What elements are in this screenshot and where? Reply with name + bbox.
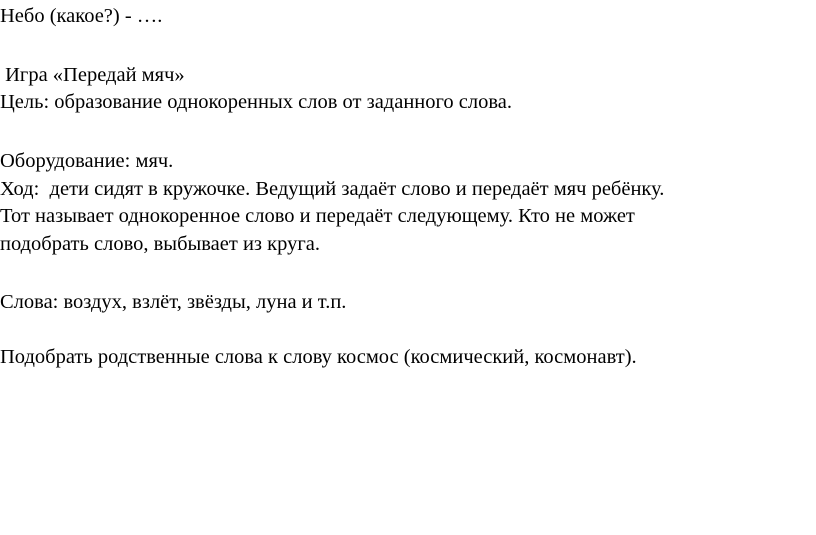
goal-line: Цель: образование однокоренных слов от заданного слова. xyxy=(0,91,512,113)
procedure-line-1: Ход: дети сидят в кружочке. Ведущий задаёт слово и передаёт мяч ребёнку. xyxy=(0,178,665,200)
question-line: Небо (какое?) - …. xyxy=(0,5,163,27)
words-line: Слова: воздух, взлёт, звёзды, луна и т.п. xyxy=(0,291,347,313)
procedure-line-2: Тот называет однокоренное слово и передаёт следующему. Кто не может xyxy=(0,205,635,227)
task-line: Подобрать родственные слова к слову космос (космический, космонавт). xyxy=(0,346,637,368)
equipment-line: Оборудование: мяч. xyxy=(0,150,174,172)
procedure-line-3: подобрать слово, выбывает из круга. xyxy=(0,233,320,255)
game-title: Игра «Передай мяч» xyxy=(0,64,185,86)
